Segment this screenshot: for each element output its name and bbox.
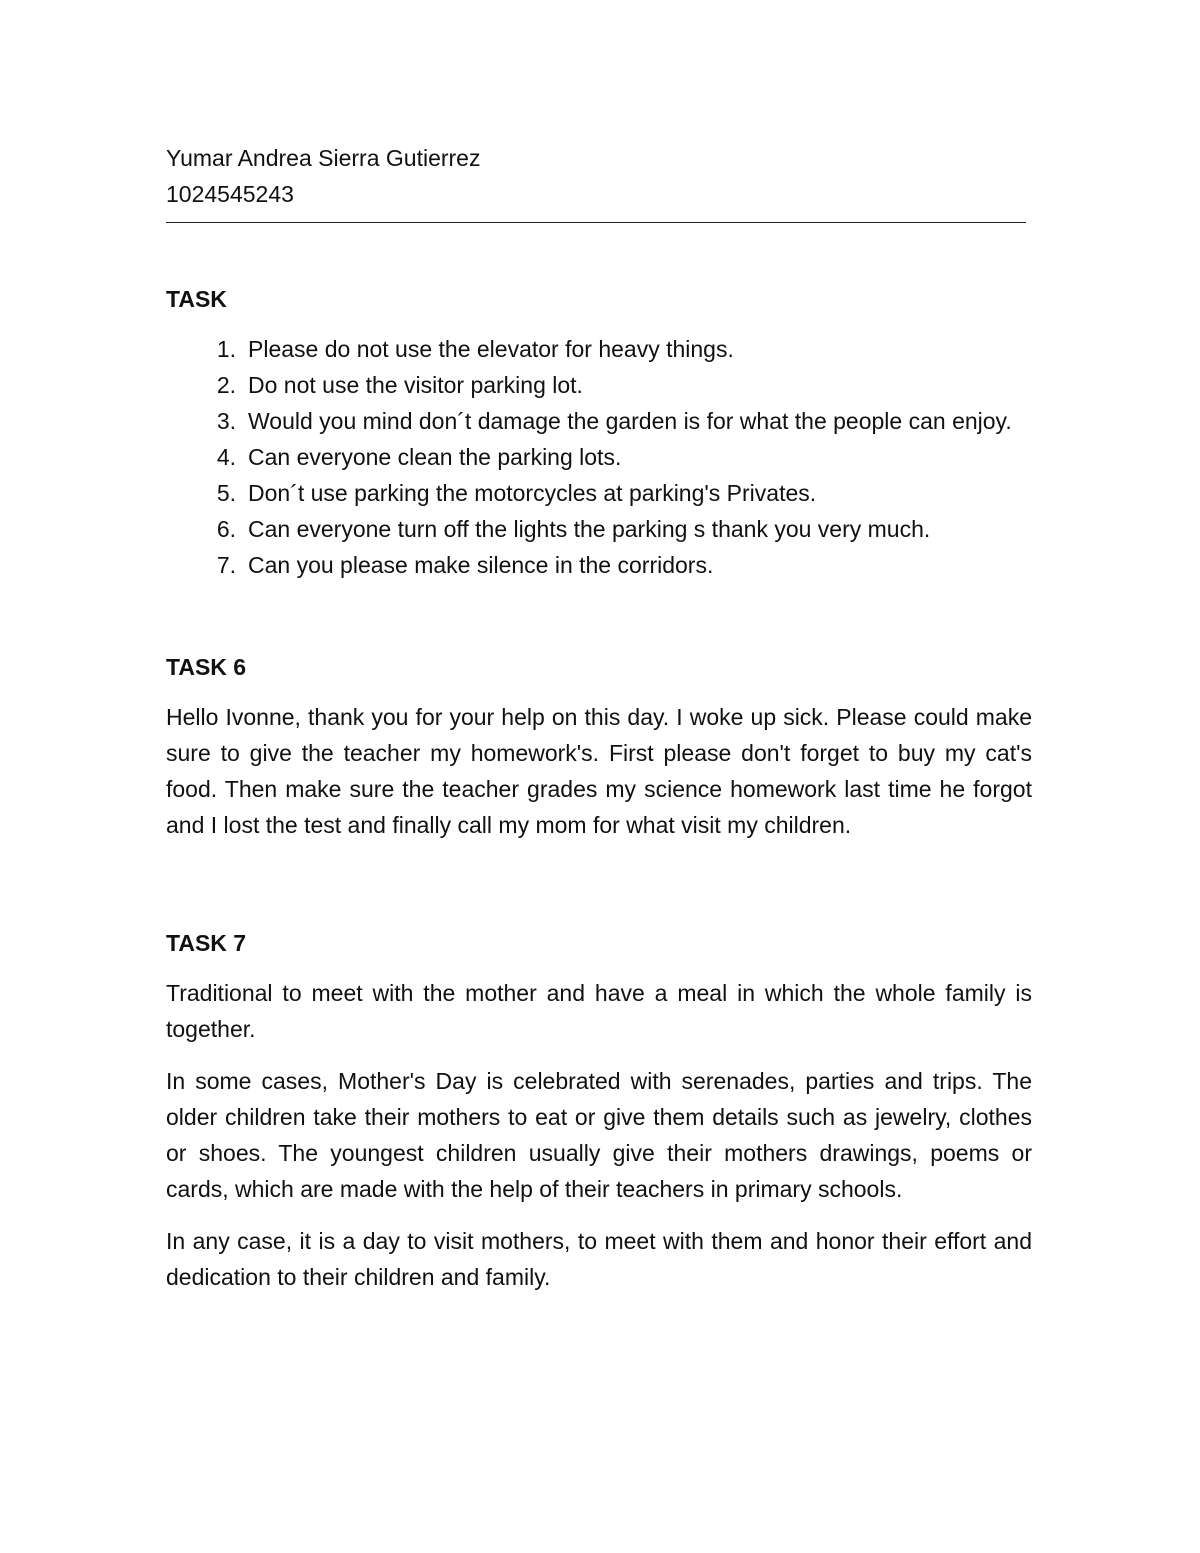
list-item-number: 2. <box>216 372 236 398</box>
list-item-text: Don´t use parking the motorcycles at parking's Privates. <box>248 480 817 506</box>
list-item <box>166 475 1032 511</box>
spacer <box>166 583 1032 627</box>
list-item-number: 3. <box>216 408 236 434</box>
id-number: 1024545243 <box>166 181 294 207</box>
list-item <box>166 547 1032 583</box>
task7-paragraph-1: Traditional to meet with the mother and have a meal in which the whole family is together. <box>166 980 1032 1042</box>
list-item-number: 1. <box>216 336 236 362</box>
task7-paragraph-3: In any case, it is a day to visit mothers, to meet with them and honor their effort and dedication to their children and family. <box>166 1228 1032 1290</box>
task7-paragraph-2: In some cases, Mother's Day is celebrated with serenades, parties and trips. The older children take their mothers to eat or give them details such as jewelry, clothes or shoes. The youngest children usually give their mothers drawings, poems or cards, which are made with the help of their teachers in primary schools. <box>166 1068 1032 1202</box>
list-item-text: Please do not use the elevator for heavy things. <box>248 336 734 362</box>
list-item <box>166 439 1032 475</box>
list-item-text: Can you please make silence in the corridors. <box>248 552 714 578</box>
list-item-number: 7. <box>216 552 236 578</box>
task-list <box>166 331 1032 583</box>
list-item-number: 5. <box>216 480 236 506</box>
list-item-number: 6. <box>216 516 236 542</box>
list-item-number: 4. <box>216 444 236 470</box>
list-item <box>166 331 1032 367</box>
task6-paragraph: Hello Ivonne, thank you for your help on this day. I woke up sick. Please could make sure to give the teacher my homework's. First please don't forget to buy my cat's food. Then make sure the teacher grades my science homework last time he forgot and I lost the test and finally call my mom for what visit my children. <box>166 704 1032 838</box>
document-page <box>166 140 1032 1311</box>
task6-heading: TASK 6 <box>166 654 247 680</box>
list-item-text: Can everyone clean the parking lots. <box>248 444 622 470</box>
separator-line <box>166 222 1026 223</box>
author-name: Yumar Andrea Sierra Gutierrez <box>166 145 481 171</box>
list-item <box>166 511 1032 547</box>
spacer <box>166 859 1032 903</box>
list-item <box>166 367 1032 403</box>
list-item-text: Can everyone turn off the lights the parking s thank you very much. <box>248 516 931 542</box>
list-item-text: Would you mind don´t damage the garden is for what the people can enjoy. <box>248 408 1012 434</box>
task-heading: TASK <box>166 286 227 312</box>
task7-heading: TASK 7 <box>166 930 247 956</box>
list-item-text: Do not use the visitor parking lot. <box>248 372 583 398</box>
list-item <box>166 403 1032 439</box>
